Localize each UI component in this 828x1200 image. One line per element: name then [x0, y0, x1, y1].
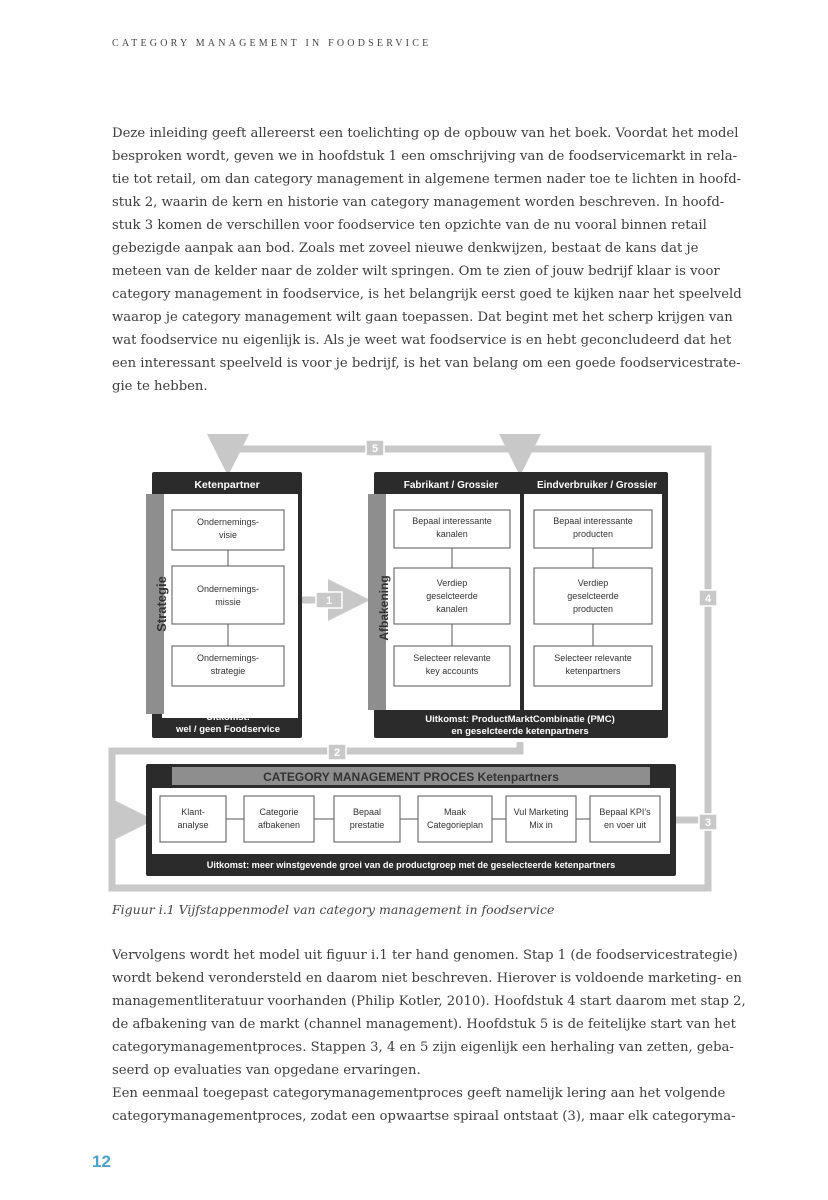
box-line: analyse [177, 820, 209, 830]
proces-box-4 [418, 796, 492, 842]
box-line: Bepaal interessante [553, 516, 633, 526]
box-line: producten [572, 529, 614, 539]
uitkomst-right-line: Uitkomst: ProductMarktCombinatie (PMC) [425, 714, 615, 725]
box-line: kanalen [436, 604, 468, 614]
box-line: Categorie [259, 807, 299, 817]
body-paragraph [112, 944, 746, 1128]
step-label-4: 4 [704, 593, 712, 605]
fabrikant-header: Fabrikant / Grossier [403, 480, 499, 491]
afbakening-label: Afbakening [377, 575, 391, 641]
text-line: gebezigde aanpak aan bod. Zoals met zoveel nieuwe denkwijzen, bestaat de kans dat je [112, 241, 699, 256]
proces-header: CATEGORY MANAGEMENT PROCES Ketenpartners [263, 770, 559, 784]
box-line: en voer uit [603, 820, 647, 830]
proces-box-3 [334, 796, 400, 842]
text-line: gie te hebben. [112, 379, 208, 394]
box-line: Categorieplan [426, 820, 484, 830]
box-line: Selecteer relevante [413, 653, 491, 663]
box-line: Ondernemings- [196, 653, 260, 663]
text-line: wordt bekend verondersteld en daarom niet beschreven. Hierover is voldoende marketing- en [112, 971, 742, 986]
box-line: key accounts [425, 666, 479, 676]
box-line: geselcteerde [567, 591, 619, 601]
uitkomst-left-line: Uitkomst: [206, 712, 250, 723]
box-line: visie [218, 530, 238, 540]
proces-box-1 [160, 796, 226, 842]
text-line: een interessant speelveld is voor je bedrijf, is het van belang om een goede foodservicestrate- [112, 356, 741, 371]
uitkomst-bottom: Uitkomst: meer winstgevende groei van de productgroep met de geselecteerde ketenpartners [206, 860, 616, 870]
running-head: CATEGORY MANAGEMENT IN FOODSERVICE [112, 38, 432, 49]
box-line: prestatie [349, 820, 385, 830]
text-line: stuk 3 komen de verschillen voor foodservice ten opzichte van de nu vooral binnen retail [112, 218, 707, 233]
box-line: ketenpartners [565, 666, 621, 676]
box-line: Bepaal [352, 807, 382, 817]
text-line: wat foodservice nu eigenlijk is. Als je weet wat foodservice is en hebt geconcludeerd dat het [112, 333, 732, 348]
text-line: Deze inleiding geeft allereerst een toelichting op de opbouw van het boek. Voordat het model [112, 126, 739, 141]
proces-box-2 [244, 796, 314, 842]
text-line: stuk 2, waarin de kern en historie van category management worden beschreven. In hoofd- [112, 195, 725, 210]
box-line: Ondernemings- [196, 517, 260, 527]
step-label-1: 1 [325, 595, 333, 607]
box-line: Maak [443, 807, 467, 817]
text-line: categorymanagementproces, zodat een opwaartse spiraal ontstaat (3), maar elk categoryma- [112, 1109, 736, 1124]
box-line: Klant- [181, 807, 205, 817]
text-line: meteen van de kelder naar de zolder wilt springen. Om te zien of jouw bedrijf klaar is voor [112, 264, 720, 279]
box-line: geselcteerde [426, 591, 478, 601]
box-line: Selecteer relevante [554, 653, 632, 663]
proces-box-6 [590, 796, 660, 842]
strategie-label: Strategie [154, 576, 169, 632]
text-line: seerd op evaluaties van opgedane ervaringen. [112, 1063, 421, 1078]
step-label-3: 3 [704, 817, 712, 829]
page-number: 12 [92, 1152, 111, 1171]
step-label-5: 5 [371, 443, 379, 455]
step-label-2: 2 [333, 747, 341, 759]
box-line: Bepaal interessante [412, 516, 492, 526]
uitkomst-left-line: wel / geen Foodservice [175, 724, 281, 735]
box-line: Vul Marketing [513, 807, 569, 817]
box-line: Verdiep [577, 578, 609, 588]
text-line: Een eenmaal toegepast categorymanagementproces geeft namelijk lering aan het volgende [112, 1086, 726, 1101]
box-line: strategie [210, 666, 246, 676]
box-line: kanalen [436, 529, 468, 539]
uitkomst-right-line: en geselcteerde ketenpartners [451, 726, 589, 737]
ketenpartner-header: Ketenpartner [194, 479, 260, 491]
box-line: Bepaal KPI's [599, 807, 651, 817]
text-line: besproken wordt, geven we in hoofdstuk 1 een omschrijving van de foodservicemarkt in rela- [112, 149, 738, 164]
text-line: Vervolgens wordt het model uit figuur i.1 ter hand genomen. Stap 1 (de foodservicestrategie) [112, 948, 738, 963]
text-line: waarop je category management wilt gaan toepassen. Dat begint met het scherp krijgen van [112, 310, 733, 325]
text-line: categorymanagementproces. Stappen 3, 4 en 5 zijn eigenlijk een herhaling van zetten, geba- [112, 1040, 734, 1055]
box-line: Mix in [529, 820, 553, 830]
box-line: Ondernemings- [196, 584, 260, 594]
eindverbruiker-header: Eindverbruiker / Grossier [536, 480, 658, 491]
box-line: Verdiep [436, 578, 468, 588]
figure-caption: Figuur i.1 Vijfstappenmodel van category management in foodservice [112, 902, 555, 917]
proces-block [146, 764, 676, 876]
text-line: tie tot retail, om dan category management in algemene termen nader toe te lichten in hoofd- [112, 172, 742, 187]
text-line: category management in foodservice, is het belangrijk eerst goed te kijken naar het speelveld [112, 287, 742, 302]
text-line: de afbakening van de markt (channel management). Hoofdstuk 5 is de feitelijke start van het [112, 1017, 736, 1032]
ondernemings-missie-box [172, 566, 284, 624]
text-line: managementliteratuur voorhanden (Philip Kotler, 2010). Hoofdstuk 4 start daarom met stap 2, [112, 994, 746, 1009]
ketenpartner-block [146, 472, 302, 738]
box-line: producten [572, 604, 614, 614]
afbakening-block [368, 472, 668, 738]
box-line: missie [215, 597, 241, 607]
box-line: afbakenen [257, 820, 301, 830]
proces-box-5 [506, 796, 576, 842]
